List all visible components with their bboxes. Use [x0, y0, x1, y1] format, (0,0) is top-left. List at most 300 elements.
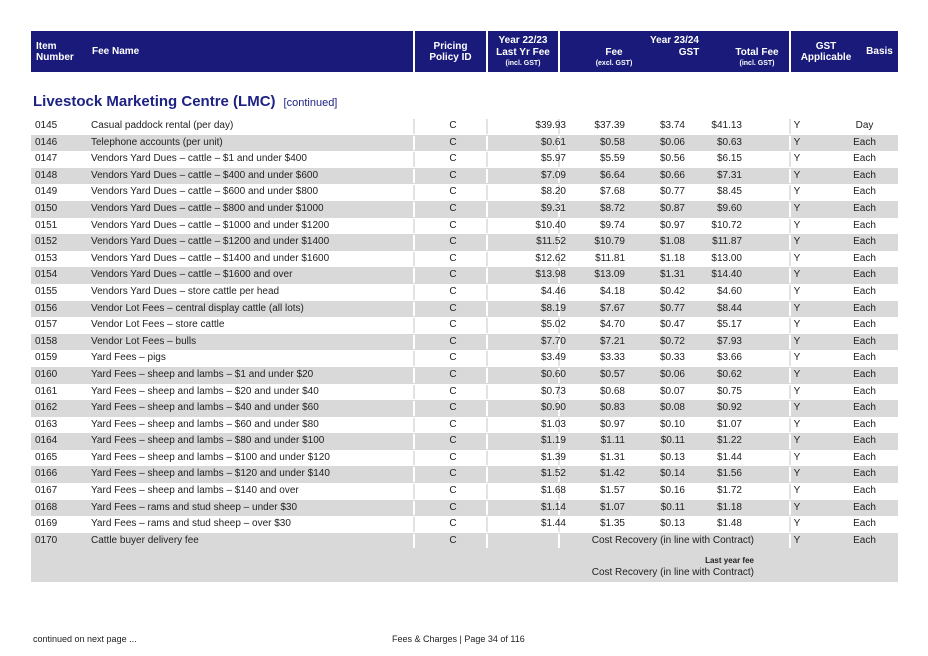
cell-fee-name: Vendors Yard Dues – cattle – $1000 and under $1200	[91, 219, 330, 231]
cell-fee-excl-gst: $7.68	[599, 186, 625, 198]
cell-pricing-policy: C	[449, 402, 457, 414]
table-row	[31, 168, 898, 185]
column-divider	[413, 268, 415, 283]
cell-basis: Each	[853, 368, 876, 380]
cell-last-year-fee: $1.14	[540, 501, 566, 513]
header-fee-2: (excl. GST)	[595, 60, 633, 67]
column-divider	[413, 219, 415, 234]
header-pricing-2: Policy ID	[429, 52, 472, 63]
header-fee-1: Fee	[605, 47, 623, 58]
fee-table-body	[31, 118, 898, 582]
cell-gst-applicable: Y	[793, 153, 801, 165]
cell-item-number: 0151	[35, 219, 58, 231]
column-divider	[413, 467, 415, 482]
cell-last-year-fee: $0.90	[540, 402, 566, 414]
cell-last-year-fee: $1.19	[540, 435, 566, 447]
header-gst: GST	[678, 47, 700, 58]
cell-pricing-policy: C	[449, 418, 457, 430]
column-divider	[413, 385, 415, 400]
cell-last-year-fee: $3.49	[540, 352, 566, 364]
cell-basis: Each	[853, 302, 876, 314]
cell-last-year-fee: $39.93	[535, 120, 566, 131]
cell-total-fee: $1.07	[716, 418, 742, 430]
table-row	[31, 317, 898, 334]
cell-fee-excl-gst: $7.21	[599, 335, 625, 347]
table-header	[31, 31, 898, 72]
cell-fee-excl-gst: $7.67	[599, 302, 625, 314]
cell-pricing-policy: C	[449, 518, 457, 530]
cell-gst-amount: $0.06	[659, 136, 685, 148]
cell-basis: Each	[853, 219, 876, 231]
cell-gst-amount: $0.13	[659, 451, 685, 463]
cell-basis: Each	[853, 236, 876, 248]
cell-item-number: 0158	[35, 335, 58, 347]
cell-pricing-policy: C	[449, 285, 457, 297]
cell-pricing-policy: C	[449, 120, 457, 131]
cell-total-fee: $0.63	[716, 136, 742, 148]
cell-fee-excl-gst: $6.64	[599, 169, 625, 181]
header-gst-app-2: Applicable	[800, 52, 852, 63]
cell-item-number: 0155	[35, 285, 58, 297]
cell-gst-applicable: Y	[793, 236, 801, 248]
cell-total-fee: $7.93	[716, 335, 742, 347]
cell-pricing-policy: C	[449, 169, 457, 181]
header-last-year-3: (incl. GST)	[505, 60, 541, 67]
cell-pricing-policy: C	[449, 219, 457, 231]
cell-fee-name: Vendors Yard Dues – cattle – $400 and under $600	[91, 169, 319, 181]
section-continued: [continued]	[283, 97, 338, 109]
cell-last-year-fee: $1.03	[540, 418, 566, 430]
header-item-fee-name	[31, 31, 413, 72]
cell-gst-applicable: Y	[793, 352, 801, 364]
cell-fee-name: Vendor Lot Fees – central display cattle (all lots)	[91, 302, 304, 314]
cell-fee-name: Vendors Yard Dues – cattle – $1400 and under $1600	[91, 252, 330, 264]
column-divider	[413, 501, 415, 516]
cell-total-fee: $1.48	[716, 518, 742, 530]
cell-basis: Each	[853, 451, 876, 463]
cell-item-number: 0150	[35, 202, 58, 214]
cell-fee-name: Vendor Lot Fees – bulls	[91, 335, 197, 347]
cell-item-number: 0166	[35, 468, 58, 480]
column-divider	[413, 335, 415, 350]
cell-item-number: 0154	[35, 269, 58, 281]
cell-basis: Each	[853, 335, 876, 347]
cell-gst-amount: $0.08	[659, 402, 685, 414]
cell-pricing-policy: C	[449, 335, 457, 347]
cell-basis: Each	[853, 534, 876, 546]
cell-gst-applicable: Y	[793, 501, 801, 513]
column-divider	[413, 401, 415, 416]
cell-fee-excl-gst: $1.31	[599, 451, 625, 463]
cell-pricing-policy: C	[449, 368, 457, 380]
cell-total-fee: $3.66	[716, 352, 742, 364]
cell-item-number: 0164	[35, 435, 58, 447]
cell-gst-amount: $3.74	[659, 120, 685, 131]
column-divider	[413, 136, 415, 151]
cell-basis: Each	[853, 468, 876, 480]
table-row	[31, 251, 898, 268]
cell-gst-amount: $0.87	[659, 202, 685, 214]
cell-basis: Each	[853, 169, 876, 181]
cell-item-number: 0169	[35, 518, 58, 530]
cell-fee-name: Yard Fees – sheep and lambs – $20 and under $40	[91, 385, 319, 397]
cell-basis: Each	[853, 385, 876, 397]
cell-gst-applicable: Y	[793, 451, 801, 463]
header-item-number-2: Number	[36, 52, 74, 63]
header-basis: Basis	[866, 46, 893, 57]
cell-last-year-fee: $7.09	[540, 169, 566, 181]
column-divider	[413, 368, 415, 383]
cell-cost-recovery: Cost Recovery (in line with Contract)	[591, 534, 754, 546]
cell-pricing-policy: C	[449, 202, 457, 214]
cell-fee-excl-gst: $10.79	[594, 236, 625, 248]
cell-gst-applicable: Y	[793, 485, 801, 497]
cell-gst-amount: $0.11	[660, 501, 685, 513]
cell-last-year-fee: $1.39	[540, 451, 566, 463]
cell-item-number: 0159	[35, 352, 58, 364]
cell-total-fee: $9.60	[716, 202, 742, 214]
column-divider	[413, 418, 415, 433]
cell-basis: Each	[853, 402, 876, 414]
cell-last-year-fee: $1.68	[540, 485, 566, 497]
cell-gst-applicable: Y	[793, 252, 801, 264]
table-row	[31, 516, 898, 533]
cell-fee-excl-gst: $1.57	[599, 485, 625, 497]
cell-gst-applicable: Y	[793, 302, 801, 314]
cell-pricing-policy: C	[449, 385, 457, 397]
cell-gst-amount: $0.11	[660, 435, 685, 447]
cell-total-fee: $0.75	[716, 385, 742, 397]
cell-total-fee: $0.92	[716, 402, 742, 414]
column-divider	[413, 235, 415, 250]
footer-page-number: Fees & Charges | Page 34 of 116	[392, 634, 525, 644]
cell-total-fee: $10.72	[711, 219, 742, 231]
cell-total-fee: $13.00	[711, 252, 742, 264]
cell-gst-applicable: Y	[793, 534, 801, 546]
cell-fee-name: Vendors Yard Dues – cattle – $800 and under $1000	[91, 202, 324, 214]
cell-gst-applicable: Y	[793, 402, 801, 414]
cell-fee-name: Yard Fees – sheep and lambs – $140 and over	[91, 485, 299, 497]
cell-last-year-fee: $4.46	[540, 285, 566, 297]
cell-gst-amount: $0.14	[659, 468, 685, 480]
cell-fee-excl-gst: $13.09	[594, 269, 625, 281]
table-row	[31, 433, 898, 450]
cell-last-year-fee: $5.97	[540, 153, 566, 165]
cell-item-number: 0165	[35, 451, 58, 463]
cell-total-fee: $7.31	[716, 169, 742, 181]
cell-pricing-policy: C	[449, 186, 457, 198]
header-last-year-2: Last Yr Fee	[496, 47, 550, 58]
cell-last-year-fee: $0.73	[540, 385, 566, 397]
cell-gst-applicable: Y	[793, 136, 801, 148]
cell-total-fee: $8.45	[716, 186, 742, 198]
header-gst-basis	[791, 31, 898, 72]
column-divider	[413, 185, 415, 200]
cell-gst-amount: $0.72	[659, 335, 685, 347]
column-divider	[413, 534, 415, 549]
cell-total-fee: $1.18	[716, 501, 742, 513]
cell-fee-name: Vendors Yard Dues – cattle – $1 and under $400	[91, 153, 307, 165]
cell-total-fee: $5.17	[716, 319, 742, 331]
cell-fee-name: Yard Fees – rams and stud sheep – under $30	[91, 501, 298, 513]
last-year-fee-note	[31, 549, 898, 582]
cell-item-number: 0147	[35, 153, 58, 165]
table-row	[31, 201, 898, 218]
cell-gst-amount: $0.77	[659, 302, 685, 314]
cell-gst-amount: $0.56	[659, 153, 685, 165]
header-last-year	[488, 31, 558, 72]
cell-fee-name: Yard Fees – sheep and lambs – $80 and under $100	[91, 435, 325, 447]
cell-gst-applicable: Y	[793, 468, 801, 480]
cell-item-number: 0168	[35, 501, 58, 513]
cell-item-number: 0170	[35, 534, 58, 546]
cell-fee-excl-gst: $1.11	[600, 435, 625, 447]
column-divider	[413, 152, 415, 167]
cell-pricing-policy: C	[449, 485, 457, 497]
header-pricing-policy	[415, 31, 486, 72]
cell-basis: Each	[853, 352, 876, 364]
cell-item-number: 0162	[35, 402, 58, 414]
column-divider	[413, 451, 415, 466]
cell-pricing-policy: C	[449, 269, 457, 281]
column-divider	[413, 351, 415, 366]
cell-pricing-policy: C	[449, 319, 457, 331]
header-gst-app-1: GST	[815, 41, 837, 52]
cell-basis: Each	[853, 153, 876, 165]
cell-item-number: 0153	[35, 252, 58, 264]
cell-total-fee: $6.15	[716, 153, 742, 165]
cell-fee-excl-gst: $8.72	[599, 202, 625, 214]
cell-gst-amount: $0.16	[659, 485, 685, 497]
cell-gst-applicable: Y	[793, 319, 801, 331]
cell-fee-excl-gst: $0.58	[599, 136, 625, 148]
cell-basis: Each	[853, 518, 876, 530]
cell-fee-excl-gst: $0.57	[599, 368, 625, 380]
cell-item-number: 0152	[35, 236, 58, 248]
cell-fee-name: Yard Fees – rams and stud sheep – over $30	[91, 518, 291, 530]
cell-pricing-policy: C	[449, 501, 457, 513]
column-divider	[413, 202, 415, 217]
cell-total-fee: $41.13	[711, 120, 742, 131]
header-item-number-1: Item	[36, 41, 57, 52]
cell-total-fee: $14.40	[711, 269, 742, 281]
cell-fee-name: Yard Fees – sheep and lambs – $100 and under $120	[91, 451, 330, 463]
cell-last-year-fee: $7.70	[540, 335, 566, 347]
cell-fee-name: Telephone accounts (per unit)	[91, 136, 223, 148]
cell-fee-name: Yard Fees – sheep and lambs – $120 and under $140	[91, 468, 330, 480]
cell-last-year-fee: $5.02	[540, 319, 566, 331]
table-row	[31, 234, 898, 251]
cell-pricing-policy: C	[449, 435, 457, 447]
table-row-last	[31, 533, 898, 550]
table-row	[31, 417, 898, 434]
header-total-fee-1: Total Fee	[735, 47, 779, 58]
table-row	[31, 135, 898, 152]
cell-item-number: 0167	[35, 485, 58, 497]
table-row	[31, 400, 898, 417]
cell-pricing-policy: C	[449, 136, 457, 148]
table-row	[31, 450, 898, 467]
column-divider	[413, 302, 415, 317]
cell-basis: Each	[853, 435, 876, 447]
cell-fee-name: Yard Fees – pigs	[91, 352, 166, 364]
cell-fee-excl-gst: $1.42	[599, 468, 625, 480]
cell-gst-applicable: Y	[793, 435, 801, 447]
column-divider	[413, 517, 415, 532]
cell-fee-excl-gst: $9.74	[599, 219, 625, 231]
cell-gst-amount: $1.08	[659, 236, 685, 248]
cell-gst-amount: $0.97	[659, 219, 685, 231]
cell-fee-name: Vendor Lot Fees – store cattle	[91, 319, 225, 331]
cell-gst-amount: $0.06	[659, 368, 685, 380]
cell-gst-amount: $0.66	[659, 169, 685, 181]
section-title-text: Livestock Marketing Centre (LMC)	[33, 93, 276, 110]
cell-total-fee: $1.22	[716, 435, 742, 447]
header-last-year-1: Year 22/23	[498, 35, 548, 46]
cell-fee-excl-gst: $1.35	[599, 518, 625, 530]
cell-fee-name: Casual paddock rental (per day)	[91, 120, 234, 131]
cell-gst-amount: $0.42	[659, 285, 685, 297]
cell-gst-amount: $0.33	[659, 352, 685, 364]
cell-gst-applicable: Y	[793, 368, 801, 380]
cell-fee-excl-gst: $0.68	[599, 385, 625, 397]
cell-pricing-policy: C	[449, 534, 457, 546]
cell-last-year-fee: $12.62	[535, 252, 566, 264]
cell-fee-name: Vendors Yard Dues – cattle – $600 and under $800	[91, 186, 319, 198]
cell-basis: Each	[853, 269, 876, 281]
last-year-fee-label: Last year fee	[705, 556, 754, 566]
cell-item-number: 0157	[35, 319, 58, 331]
column-divider	[413, 119, 415, 134]
table-row	[31, 284, 898, 301]
cell-item-number: 0163	[35, 418, 58, 430]
cell-gst-applicable: Y	[793, 219, 801, 231]
cell-gst-applicable: Y	[793, 335, 801, 347]
cell-pricing-policy: C	[449, 153, 457, 165]
header-pricing-1: Pricing	[433, 41, 468, 52]
cell-item-number: 0145	[35, 120, 58, 131]
cell-gst-applicable: Y	[793, 169, 801, 181]
cell-gst-applicable: Y	[793, 120, 801, 131]
cell-basis: Each	[853, 319, 876, 331]
cell-basis: Each	[853, 136, 876, 148]
table-row	[31, 334, 898, 351]
cell-basis: Day	[855, 120, 874, 131]
table-row	[31, 184, 898, 201]
cell-gst-applicable: Y	[793, 418, 801, 430]
column-divider	[413, 318, 415, 333]
cell-total-fee: $4.60	[716, 285, 742, 297]
column-divider	[413, 252, 415, 267]
cell-basis: Each	[853, 285, 876, 297]
cell-item-number: 0156	[35, 302, 58, 314]
cell-fee-name: Vendors Yard Dues – cattle – $1200 and under $1400	[91, 236, 330, 248]
table-row	[31, 466, 898, 483]
table-row	[31, 301, 898, 318]
table-row	[31, 218, 898, 235]
cell-pricing-policy: C	[449, 468, 457, 480]
cell-basis: Each	[853, 252, 876, 264]
table-row	[31, 267, 898, 284]
footer-continued: continued on next page ...	[33, 634, 137, 644]
header-year-23-24: Year 23/24	[650, 35, 699, 46]
table-row	[31, 118, 898, 135]
cell-basis: Each	[853, 501, 876, 513]
cell-fee-excl-gst: $3.33	[599, 352, 625, 364]
header-year-group	[560, 31, 789, 72]
cell-fee-name: Yard Fees – sheep and lambs – $1 and under $20	[91, 368, 314, 380]
section-title	[33, 93, 337, 110]
cell-last-year-fee: $13.98	[535, 269, 566, 281]
cell-fee-excl-gst: $0.97	[599, 418, 625, 430]
cell-item-number: 0149	[35, 186, 58, 198]
cell-gst-amount: $1.18	[659, 252, 685, 264]
cell-item-number: 0148	[35, 169, 58, 181]
cell-last-year-fee: $1.52	[540, 468, 566, 480]
cell-fee-name: Vendors Yard Dues – cattle – $1600 and over	[91, 269, 293, 281]
column-divider	[413, 484, 415, 499]
cell-last-year-fee: $9.31	[540, 202, 566, 214]
cell-item-number: 0161	[35, 385, 58, 397]
cell-gst-amount: $0.07	[659, 385, 685, 397]
cell-fee-excl-gst: $5.59	[599, 153, 625, 165]
last-year-fee-value: Cost Recovery (in line with Contract)	[591, 567, 754, 579]
cell-last-year-fee: $11.52	[536, 236, 566, 248]
cell-gst-applicable: Y	[793, 385, 801, 397]
cell-gst-amount: $0.77	[659, 186, 685, 198]
cell-basis: Each	[853, 418, 876, 430]
cell-pricing-policy: C	[449, 352, 457, 364]
cell-fee-excl-gst: $0.83	[599, 402, 625, 414]
column-divider	[558, 534, 560, 549]
cell-last-year-fee: $0.61	[540, 136, 566, 148]
cell-gst-amount: $0.13	[659, 518, 685, 530]
cell-last-year-fee: $0.60	[540, 368, 566, 380]
table-row	[31, 384, 898, 401]
cell-gst-applicable: Y	[793, 285, 801, 297]
header-total-fee-2: (incl. GST)	[739, 60, 775, 67]
cell-gst-applicable: Y	[793, 202, 801, 214]
cell-fee-excl-gst: $4.18	[599, 285, 625, 297]
cell-gst-amount: $0.47	[659, 319, 685, 331]
cell-fee-excl-gst: $11.81	[595, 252, 625, 264]
cell-fee-name: Cattle buyer delivery fee	[91, 534, 199, 546]
cell-item-number: 0146	[35, 136, 58, 148]
column-divider	[413, 169, 415, 184]
cell-gst-amount: $1.31	[659, 269, 685, 281]
cell-pricing-policy: C	[449, 302, 457, 314]
table-row	[31, 367, 898, 384]
cell-last-year-fee: $8.19	[540, 302, 566, 314]
cell-pricing-policy: C	[449, 451, 457, 463]
cell-total-fee: $1.56	[716, 468, 742, 480]
cell-fee-name: Yard Fees – sheep and lambs – $60 and under $80	[91, 418, 319, 430]
cell-fee-excl-gst: $37.39	[594, 120, 625, 131]
cell-pricing-policy: C	[449, 252, 457, 264]
cell-total-fee: $11.87	[712, 236, 742, 248]
cell-total-fee: $8.44	[716, 302, 742, 314]
table-row	[31, 350, 898, 367]
cell-item-number: 0160	[35, 368, 58, 380]
cell-fee-name: Yard Fees – sheep and lambs – $40 and under $60	[91, 402, 319, 414]
table-row	[31, 151, 898, 168]
cell-last-year-fee: $10.40	[535, 219, 566, 231]
table-row	[31, 483, 898, 500]
cell-total-fee: $1.72	[716, 485, 742, 497]
cell-fee-name: Vendors Yard Dues – store cattle per head	[91, 285, 280, 297]
cell-fee-excl-gst: $4.70	[599, 319, 625, 331]
cell-fee-excl-gst: $1.07	[599, 501, 625, 513]
